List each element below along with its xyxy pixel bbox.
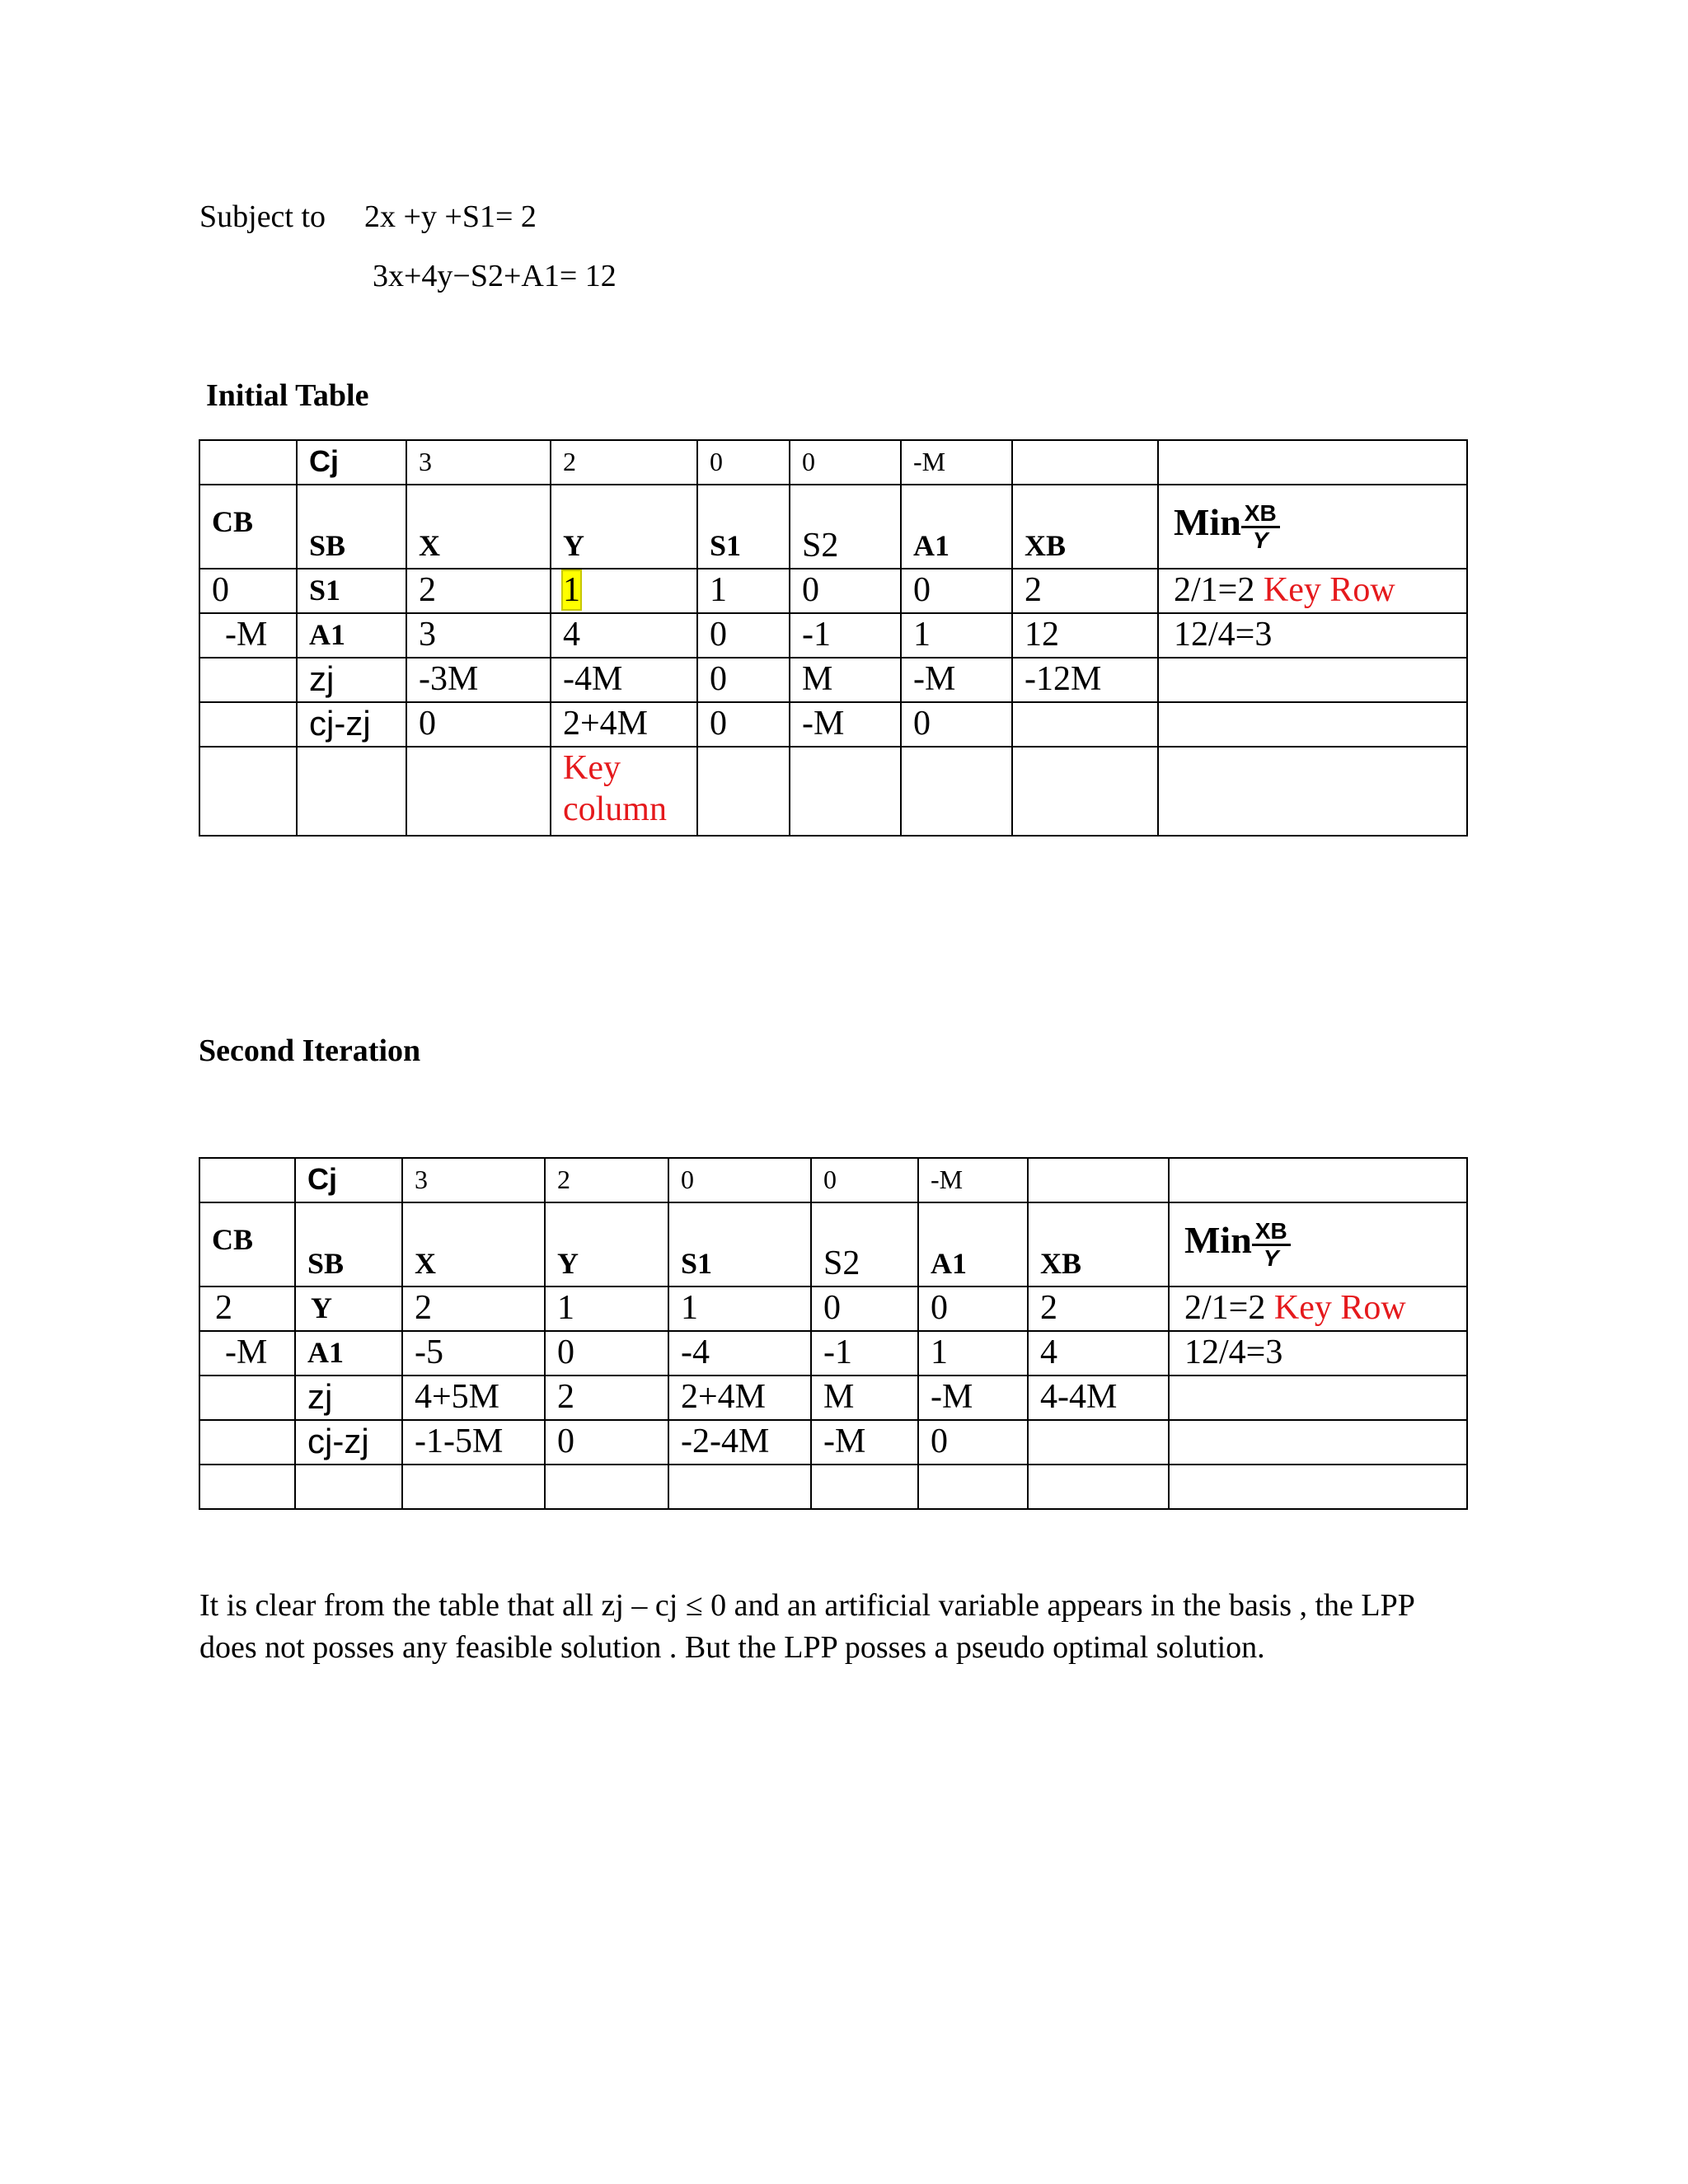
ratio-cell: 12/4=3 — [1169, 1331, 1467, 1376]
conclusion-line-1: It is clear from the table that all zj – cj ≤ 0 and an artificial variable appears in the basis , the LPP — [199, 1588, 1415, 1623]
initial-table-heading: Initial Table — [206, 378, 369, 413]
min-ratio-header — [1169, 1202, 1467, 1286]
second-iteration-table — [199, 1157, 1468, 1510]
cj-label: Cj — [295, 1158, 402, 1202]
table-row: 0 S1 2 1 1 0 0 2 2/1=2 Key Row — [199, 569, 1467, 613]
col-x-header: X — [402, 1202, 545, 1286]
subject-to-label: Subject to — [199, 199, 326, 234]
cj-zj-row: cj-zj -1-5M 0 -2-4M -M 0 — [199, 1420, 1467, 1465]
conclusion-line-2: does not posses any feasible solution . But the LPP posses a pseudo optimal solution. — [199, 1630, 1265, 1665]
col-a1-header: A1 — [918, 1202, 1028, 1286]
cj-zj-label: cj-zj — [297, 702, 406, 747]
table-row: 2 Y 2 1 1 0 0 2 2/1=2 Key Row — [199, 1286, 1467, 1331]
key-row-label: Key Row — [1263, 571, 1395, 609]
key-row-label: Key Row — [1273, 1289, 1406, 1327]
cb-value: -M — [199, 1331, 295, 1376]
col-s1-header: S1 — [668, 1202, 811, 1286]
table-row: -M A1 -5 0 -4 -1 1 4 12/4=3 — [199, 1331, 1467, 1376]
cj-zj-row: cj-zj 0 2+4M 0 -M 0 — [199, 702, 1467, 747]
col-a1-header: A1 — [901, 485, 1012, 569]
min-label: Min — [1184, 1218, 1252, 1261]
cj-s2: 0 — [790, 440, 901, 485]
min-ratio-header — [1158, 485, 1467, 569]
sb-value: S1 — [297, 569, 406, 613]
constraint-1: 2x +y +S1= 2 — [364, 199, 537, 234]
col-s1-header: S1 — [697, 485, 790, 569]
sb-header: SB — [295, 1202, 402, 1286]
col-xb-header: XB — [1028, 1202, 1169, 1286]
cj-label: Cj — [297, 440, 406, 485]
cj-x: 3 — [406, 440, 551, 485]
key-element-cell — [551, 569, 697, 613]
cb-header: CB — [199, 485, 297, 569]
col-s2-header: S2 — [790, 485, 901, 569]
cj-x: 3 — [402, 1158, 545, 1202]
sb-value: A1 — [295, 1331, 402, 1376]
ratio-cell: 2/1=2 Key Row — [1169, 1286, 1467, 1331]
header-row — [199, 485, 1467, 569]
cb-header: CB — [199, 1202, 295, 1286]
col-y-header: Y — [551, 485, 697, 569]
ratio-cell: 12/4=3 — [1158, 613, 1467, 658]
col-x-header: X — [406, 485, 551, 569]
cj-zj-label: cj-zj — [295, 1420, 402, 1465]
cj-a1: -M — [918, 1158, 1028, 1202]
zj-row: zj -3M -4M 0 M -M -12M — [199, 658, 1467, 702]
col-s2-header: S2 — [811, 1202, 918, 1286]
sb-value: Y — [295, 1286, 402, 1331]
constraint-2: 3x+4y−S2+A1= 12 — [373, 259, 617, 293]
xb-over-y-fraction: $\frac{XB}{Y}$ — [1241, 501, 1280, 553]
cj-y: 2 — [551, 440, 697, 485]
key-column-row — [199, 747, 1467, 836]
min-label: Min — [1174, 500, 1241, 543]
key-column-label: Key column — [551, 747, 697, 836]
second-iteration-heading: Second Iteration — [199, 1033, 421, 1068]
cj-s1: 0 — [697, 440, 790, 485]
cj-a1: -M — [901, 440, 1012, 485]
cj-row — [199, 440, 1467, 485]
cb-value: 2 — [199, 1286, 295, 1331]
col-y-header: Y — [545, 1202, 668, 1286]
sb-value: A1 — [297, 613, 406, 658]
header-row — [199, 1202, 1467, 1286]
table-row: -M A1 3 4 0 -1 1 12 12/4=3 — [199, 613, 1467, 658]
zj-label: zj — [297, 658, 406, 702]
cj-s2: 0 — [811, 1158, 918, 1202]
sb-header: SB — [297, 485, 406, 569]
empty-row — [199, 1465, 1467, 1509]
initial-simplex-table — [199, 439, 1468, 837]
cj-s1: 0 — [668, 1158, 811, 1202]
ratio-cell: 2/1=2 Key Row — [1158, 569, 1467, 613]
cj-y: 2 — [545, 1158, 668, 1202]
col-xb-header: XB — [1012, 485, 1158, 569]
zj-row: zj 4+5M 2 2+4M M -M 4-4M — [199, 1376, 1467, 1420]
cb-value: -M — [199, 613, 297, 658]
xb-over-y-fraction: $\frac{XB}{Y}$ — [1252, 1219, 1291, 1271]
key-element: 1 — [563, 571, 580, 609]
cb-value: 0 — [199, 569, 297, 613]
zj-label: zj — [295, 1376, 402, 1420]
cj-row — [199, 1158, 1467, 1202]
